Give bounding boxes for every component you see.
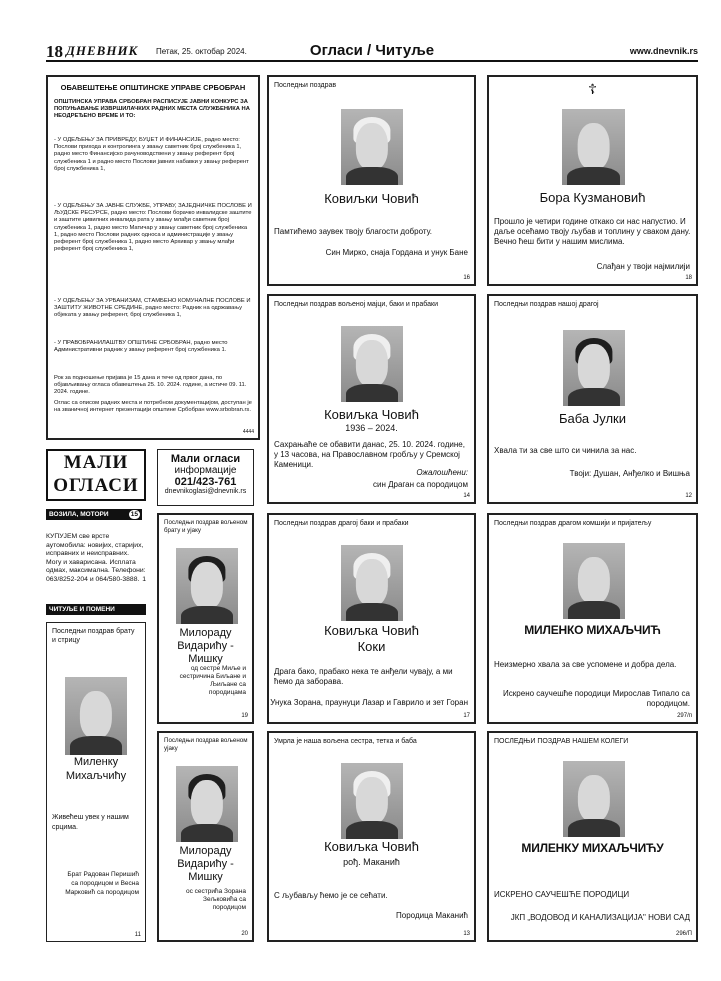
notice-item: - У ОДЕЉЕЊУ ЗА ПРИВРЕДУ, БУЏЕТ И ФИНАНСИЈЕ, радно место: Послови прихода и контролинга у звању саветник број службеника 1, радно место Финансијско рачуноводствени у звању референт број службеника 1 и радно место Послови јавних набавки у звању референт број службеника 1, — [54, 137, 249, 172]
deceased-name: МИЛЕНКО МИХАЉЧИЋ — [524, 623, 661, 637]
portrait-photo — [176, 548, 238, 624]
obituary-signature: ос сестрића Зорана Зељковића са породицом — [185, 888, 246, 911]
deceased-maiden-name: рођ. Маканић — [343, 857, 400, 867]
portrait-photo — [563, 761, 625, 837]
obituary-intro: Последњи поздрав вољеној мајци, баки и прабаки — [274, 301, 438, 308]
notice-lead: ОПШТИНСКА УПРАВА СРБОБРАН РАСПИСУЈЕ ЈАВНИ КОНКУРС ЗА ПОПУЊАВАЊЕ ИЗВРШИЛАЧКИХ РАДНИХ МЕСТА СЛУЖБЕНИКА НА НЕОДРЕЂЕНО ВРЕМЕ И ТО: — [54, 99, 250, 120]
obituary-text: Хвала ти за све што си чинила за нас. — [494, 446, 637, 455]
classifieds-logo-line1: МАЛИ — [63, 452, 129, 473]
category-bar-obits: ЧИТУЉЕ И ПОМЕНИ — [46, 604, 146, 615]
deceased-name: МИЛЕНКУ МИХАЉЧИЋУ — [521, 841, 664, 855]
category-bar-vehicles — [46, 509, 142, 520]
obituary — [157, 513, 254, 724]
page-number: 18 — [46, 42, 63, 61]
issue-date: Петак, 25. октобар 2024. — [156, 47, 247, 56]
notice-title: ОБАВЕШТЕЊЕ ОПШТИНСКЕ УПРАВЕ СРБОБРАН — [60, 83, 246, 92]
obituary-text: Драга бако, прабако нека те анђели чувају, а ми ћемо да заборава. — [274, 667, 453, 686]
obituary-number: 296/П — [676, 931, 692, 937]
deceased-name: Ковиљки Човић — [324, 191, 419, 206]
classified-ad — [46, 533, 146, 585]
category-number-badge: 15 — [130, 511, 138, 518]
obituary-number: 17 — [463, 713, 470, 719]
obituary-number: 18 — [685, 275, 692, 281]
obituary-text: Памтићемо заувек твоју благости доброту. — [274, 227, 433, 236]
obituary-signature: ЈКП „ВОДОВОД И КАНАЛИЗАЦИЈА" НОВИ САД — [510, 913, 690, 922]
obituary-intro: ПОСЛЕДЊИ ПОЗДРАВ НАШЕМ КОЛЕГИ — [494, 738, 629, 745]
classifieds-phone[interactable]: 021/423-761 — [174, 476, 237, 488]
obituary-intro: Последњи поздрав вољеном ујаку — [164, 737, 248, 752]
obituary-number: 20 — [241, 931, 248, 937]
obituary-intro: Последњи поздрав драгој баки и прабаки — [274, 520, 409, 527]
deceased-name: Баба Јулки — [559, 411, 626, 426]
deceased-name: Ковиљка Човић — [324, 839, 419, 854]
obituary-intro: Умрла је наша вољена сестра, тетка и баба — [274, 738, 417, 745]
obituary-intro: Последњи поздрав вољеном брату и ујаку — [164, 519, 248, 534]
obituary-text: С љубављу ћемо је се сећати. — [274, 891, 388, 900]
obituary-text: Живећеш увек у нашим срцима. — [52, 814, 129, 831]
obituary-number: 19 — [241, 713, 248, 719]
obituary-signature: син Драган са породицом — [372, 480, 468, 489]
obituary-intro: Последњи поздрав нашој драгој — [494, 301, 599, 308]
obituary-signature: од сестре Миље и сестричина Биљане и Љиљане са породицама — [179, 665, 246, 696]
deceased-name: Милораду Видарићу - Мишку — [177, 627, 234, 665]
obituary-signature: Син Мирко, снаја Гордана и унук Бане — [325, 248, 468, 257]
deceased-name: Милораду Видарићу - Мишку — [177, 845, 234, 883]
portrait-photo — [341, 109, 403, 185]
obituary-signature: Твоји: Душан, Анђелко и Вишња — [569, 469, 690, 478]
classifieds-info-sub: информације — [174, 465, 237, 476]
portrait-photo — [562, 109, 625, 185]
portrait-photo — [341, 763, 403, 839]
classified-ad-text: КУПУЈЕМ све врсте аутомобила: новијих, старијих, исправних и неисправних. Могу и хаварисана. Исплата одмах, максимална. Телефони: 063/8252-204 и 064/580-3888. — [46, 533, 146, 583]
category-label: ВОЗИЛА, МОТОРИ — [49, 511, 109, 518]
obituary — [157, 731, 254, 942]
obituary — [487, 75, 698, 286]
obituary-signature: Породица Маканић — [396, 911, 468, 920]
portrait-photo — [563, 330, 625, 406]
deceased-nickname: Коки — [357, 639, 386, 654]
obituary-text: Прошло је четири године откако си нас напустио. И даље осећамо твоју љубав и топлину у сваком дану. Вечно ћеш бити у нашим мислима. — [494, 217, 691, 246]
obituary-signature-label: Ожалошћени: — [416, 468, 468, 477]
notice-item: - У ПРАВОБРАНИЛАШТВУ ОПШТИНЕ СРБОБРАН, радно место Административни радник у звању референт број службеника 1. — [54, 340, 228, 354]
portrait-photo — [65, 677, 127, 755]
obituary-signature: Слађан у твоји најмилији — [596, 262, 690, 271]
obituary — [46, 622, 146, 942]
classifieds-email[interactable]: dnevnikoglasi@dnevnik.rs — [164, 488, 247, 495]
obituary-intro: Последњи поздрав — [274, 82, 337, 89]
obituary-number: 16 — [463, 275, 470, 281]
obituary-signature: Брат Радован Перишић са породицом и Весна Марковић са породицом — [65, 871, 139, 896]
classifieds-info-title: Мали огласи — [170, 453, 241, 465]
obituary — [267, 513, 476, 724]
notice-item: - У ОДЕЉЕЊУ ЗА ЈАВНЕ СЛУЖБЕ, УПРАВУ, ЗАЈЕДНИЧКЕ ПОСЛОВЕ И ЉУДСКЕ РЕСУРСЕ, радно место: Послови борачко инвалидске заштите и заштите цивилних инвалида рата у звању млађи саветник број службеника 1, радно место Матичар у звању саветник број службеника 1, радно место Послови радних односа и администрације у звању референт број службеника 1, радно место Архивар у звању млађи референт број службеника 1, — [54, 203, 252, 253]
classified-ad-num: 1 — [142, 575, 146, 583]
orthodox-cross-icon: ☦ — [587, 81, 598, 97]
deceased-years: 1936 – 2024. — [345, 423, 398, 433]
obituary — [267, 731, 476, 942]
section-title: Огласи / Читуље — [309, 42, 435, 59]
obituary-intro: Последњи поздрав брату и стрицу — [52, 628, 135, 644]
deceased-name: Миленку Михаљчићу — [65, 756, 127, 782]
obituary — [267, 294, 476, 504]
classifieds-logo — [46, 449, 146, 501]
obituary — [487, 513, 698, 724]
deceased-name: Ковиљка Човић — [324, 407, 419, 422]
obituary-text: Сахрањаће се обавити данас, 25. 10. 2024. године, у 13 часова, на Православном гробљу у Сремској Каменици. — [274, 440, 465, 469]
obituary-number: 12 — [685, 493, 692, 499]
obituary-number: 11 — [134, 932, 141, 938]
obituary-text: Неизмерно хвала за све успомене и добра дела. — [494, 660, 677, 669]
obituary-text: ИСКРЕНО САУЧЕШЋЕ ПОРОДИЦИ — [494, 890, 630, 899]
page-header — [46, 42, 698, 62]
obituary — [487, 731, 698, 942]
notice-item: - У ОДЕЉЕЊУ ЗА УРБАНИЗАМ, СТАМБЕНО КОМУНАЛНЕ ПОСЛОВЕ И ЗАШТИТУ ЖИВОТНЕ СРЕДИНЕ, радно место: Радник на одржавању објеката у звању референт, број службеника 1, — [54, 298, 251, 319]
portrait-photo — [341, 545, 403, 621]
obituary-intro: Последњи поздрав драгом комшији и пријатељу — [494, 520, 652, 527]
portrait-photo — [563, 543, 625, 619]
deceased-name: Бора Кузмановић — [539, 190, 646, 205]
notice-deadline: Рок за подношење пријава је 15 дана и тече од првог дана, по објављивању огласа обавештења 25. 10. 2024. године, а истиче 09. 11. 2024. године. — [54, 375, 247, 396]
obituary-number: 297/п — [677, 713, 692, 719]
portrait-photo — [341, 326, 403, 402]
obituary-signature: Унука Зорана, праунуци Лазар и Гаврило и зет Горан — [270, 698, 468, 707]
obituary — [267, 75, 476, 286]
obituary — [487, 294, 698, 504]
classifieds-logo-line2: ОГЛАСИ — [53, 475, 139, 496]
notice-footer: Оглас са описом радних места и потребном документацијом, доступан је на званичној интернет презентацији општине Србобран www.srbobran.rs. — [54, 400, 252, 414]
classifieds-info — [157, 449, 254, 506]
obituary-number: 13 — [463, 931, 470, 937]
portrait-photo — [176, 766, 238, 842]
deceased-name: Ковиљка Човић — [324, 623, 419, 638]
site-url[interactable]: www.dnevnik.rs — [629, 46, 698, 56]
newspaper-logo: ДНЕВНИК — [66, 43, 139, 58]
obituary-signature: Искрено саучешће породици Мирослав Типало са породицом. — [503, 689, 690, 708]
notice-code: 4444 — [242, 429, 254, 435]
notice-box — [46, 75, 260, 440]
obituary-number: 14 — [463, 493, 470, 499]
